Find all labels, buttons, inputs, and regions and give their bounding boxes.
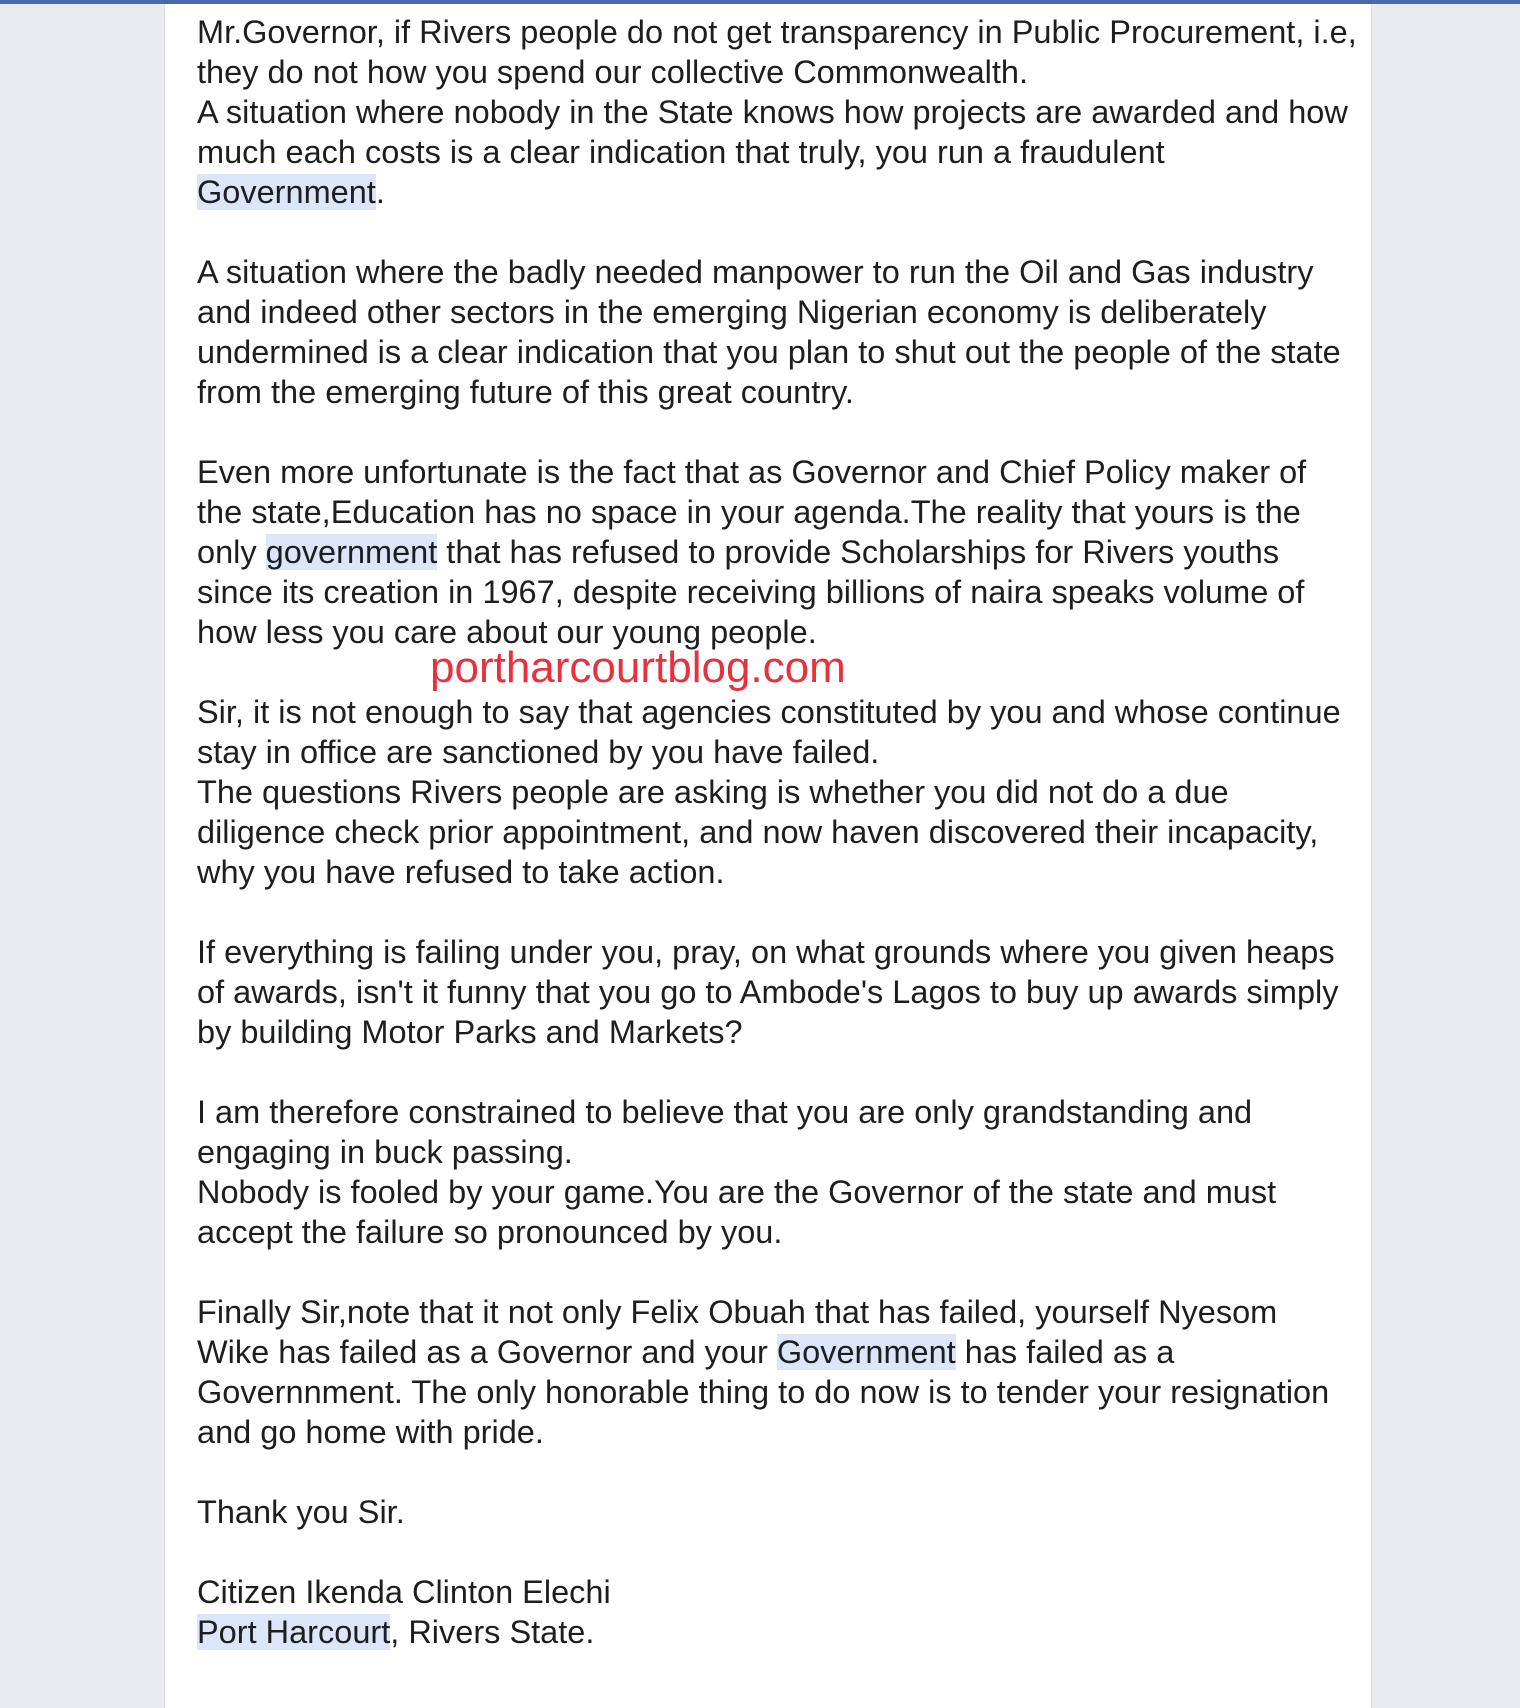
highlighted-link-government[interactable]: Government [776, 1334, 956, 1370]
paragraph-1-line-1: Mr.Governor, if Rivers people do not get transparency in Public Procurement, i.e, they do not how you spend our collective Commonwealth. [197, 14, 1357, 90]
paragraph-3 [197, 452, 1357, 652]
paragraph-7 [197, 1292, 1357, 1452]
text-segment: , Rivers State. [390, 1614, 595, 1650]
post-card [164, 4, 1372, 1708]
highlighted-link-government[interactable]: Government [197, 174, 376, 210]
text-segment: A situation where nobody in the State knows how projects are awarded and how much each costs is a clear indication that truly, you run a fraudulent [197, 94, 1348, 170]
watermark: portharcourtblog.com [430, 643, 846, 692]
text-segment: Finally Sir,note that it not only Felix Obuah that has failed, yourself Nyesom Wike has failed as a Governor and your [197, 1294, 1278, 1370]
paragraph-4-line-2: The questions Rivers people are asking is whether you did not do a due diligence check prior appointment, and now haven discovered their incapacity, why you have refused to take action. [197, 774, 1319, 890]
paragraph-6-line-2: Nobody is fooled by your game.You are the Governor of the state and must accept the failure so pronounced by you. [197, 1174, 1277, 1250]
text-segment: Even more unfortunate is the fact that as Governor and Chief Policy maker of the state,Education has no space in your agenda.The reality that yours is the only [197, 454, 1307, 570]
paragraph-6-line-1: I am therefore constrained to believe that you are only grandstanding and engaging in buck passing. [197, 1094, 1253, 1170]
signature-location [197, 1612, 1357, 1652]
text-segment: . [375, 174, 385, 210]
text-segment: has failed as a Governnment. The only honorable thing to do now is to tender your resignation and go home with pride. [197, 1334, 1330, 1450]
highlighted-link-government[interactable]: government [265, 534, 438, 570]
highlighted-link-port-harcourt[interactable]: Port Harcourt [197, 1614, 391, 1650]
post-text [197, 12, 1357, 1652]
paragraph-5: If everything is failing under you, pray, on what grounds where you given heaps of awards, isn't it funny that you go to Ambode's Lagos to buy up awards simply by building Motor Parks and Markets? [197, 934, 1339, 1050]
paragraph-1-line-2 [197, 92, 1357, 212]
signature-name: Citizen Ikenda Clinton Elechi [197, 1574, 611, 1610]
paragraph-2: A situation where the badly needed manpower to run the Oil and Gas industry and indeed other sectors in the emerging Nigerian economy is deliberately undermined is a clear indication that you plan to shut out the people of the state from the emerging future of this great country. [197, 254, 1341, 410]
text-segment: that has refused to provide Scholarships for Rivers youths since its creation in 1967, despite receiving billions of naira speaks volume of how less you care about our young people. [197, 534, 1305, 650]
closing-thanks: Thank you Sir. [197, 1494, 405, 1530]
paragraph-4-line-1: Sir, it is not enough to say that agencies constituted by you and whose continue stay in office are sanctioned by you have failed. [197, 694, 1341, 770]
